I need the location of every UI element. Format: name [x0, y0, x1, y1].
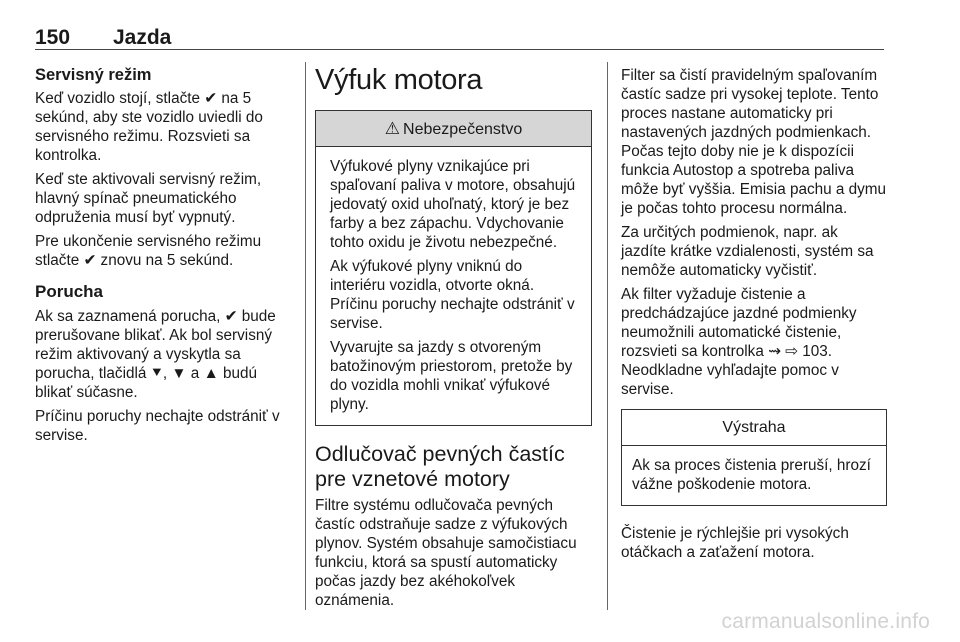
- section-title-fault: Porucha: [35, 282, 104, 301]
- paragraph: Príčinu poruchy nechajte odstrániť v servise.: [35, 408, 280, 444]
- caution-box-header: Výstraha: [622, 410, 886, 446]
- paragraph: Ak filter vyžaduje čistenie a predchádzajúce jazdné podmienky neumožnili automatické čistenie, rozsvieti sa kontrolka ⇝ ⇨ 103. Neodkladne vyhľadajte pomoc v servise.: [621, 286, 857, 398]
- section-title-service-mode: Servisný režim: [35, 66, 152, 84]
- column-right: [621, 66, 887, 567]
- paragraph: Ak sa proces čistenia preruší, hrozí vážne poškodenie motora.: [632, 457, 871, 493]
- paragraph: Filter sa čistí pravidelným spaľovaním častíc sadze pri vysokej teplote. Tento proces nastane automaticky pri nastavených jazdných podmienkach. Počas tejto doby nie je k dispozícii funkcia Autostop a spotreba paliva môže byť vyššia. Emisia pachu a dymu je počas tohto procesu normálna.: [621, 67, 887, 217]
- danger-box-header: ⚠ Nebezpečenstvo: [316, 111, 591, 147]
- paragraph: Za určitých podmienok, napr. ak jazdíte krátke vzdialenosti, systém sa nemôže automaticky vyčistiť.: [621, 224, 874, 279]
- chapter-title: Jazda: [113, 26, 172, 49]
- column-divider: [305, 62, 306, 610]
- down-arrow-icon: ▼: [171, 365, 187, 382]
- paragraph: Ak výfukové plyny vniknú do interiéru vozidla, otvorte okná. Príčinu poruchy nechajte odstrániť v servise.: [330, 258, 575, 332]
- paragraph: Výfukové plyny vznikajúce pri spaľovaní paliva v motore, obsahujú jedovatý oxid uhoľnatý, ktorý je bez farby a bez zápachu. Vdychovanie tohto oxidu je životu nebezpečné.: [330, 158, 576, 251]
- danger-box-body: [316, 147, 591, 425]
- warning-triangle-icon: ⚠: [384, 119, 401, 138]
- danger-box: [315, 110, 592, 426]
- paragraph: Ak sa zaznamená porucha, ✔ bude prerušovane blikať. Ak bol servisný režim aktivovaný a vyskytla sa porucha, tlačidlá ⯆, ▼ a ▲ budú blikať súčasne.: [35, 308, 276, 401]
- service-button-icon: ✔: [83, 252, 97, 269]
- watermark: carmanualsonline.info: [721, 610, 930, 633]
- paragraph: Vyvarujte sa jazdy s otvoreným batožinovým priestorom, pretože by do vozidla mohli vnikať výfukové plyny.: [330, 339, 573, 413]
- up-arrow-icon: ▲: [203, 365, 219, 382]
- page-section-title: Výfuk motora: [315, 64, 483, 96]
- caution-box-body: [622, 446, 886, 505]
- column-left: [35, 66, 297, 450]
- page-reference-link[interactable]: 103.: [802, 343, 833, 360]
- caution-box: [621, 409, 887, 506]
- column-divider: [607, 62, 608, 610]
- paragraph: Keď vozidlo stojí, stlačte ✔ na 5 sekúnd, aby ste vozidlo uviedli do servisného režimu. Rozsvieti sa kontrolka.: [35, 90, 263, 164]
- service-button-icon: ✔: [224, 308, 238, 325]
- service-button-icon: ✔: [204, 90, 218, 107]
- lowering-button-icon: ⯆: [150, 365, 163, 382]
- page-number: 150: [35, 26, 71, 49]
- particle-filter-icon: ⇝: [768, 343, 781, 360]
- page-header: [35, 26, 171, 50]
- column-middle: [315, 62, 592, 615]
- paragraph: Filtre systému odlučovača pevných častíc odstraňuje sadze z výfukových plynov. Systém obsahuje samočistiacu funkciu, ktorá sa spustí automaticky počas jazdy bez akéhokoľvek oznámenia.: [315, 497, 577, 609]
- paragraph: Pre ukončenie servisného režimu stlačte ✔ znovu na 5 sekúnd.: [35, 233, 262, 269]
- section-title-particle-filter: Odlučovač pevných častíc pre vznetové motory: [315, 442, 565, 491]
- paragraph: Keď ste aktivovali servisný režim, hlavný spínač pneumatického odpruženia musí byť vypnutý.: [35, 171, 262, 226]
- page-reference-icon: ⇨: [785, 343, 798, 360]
- paragraph: Čistenie je rýchlejšie pri vysokých otáčkach a zaťažení motora.: [621, 525, 849, 561]
- header-rule: [35, 49, 884, 50]
